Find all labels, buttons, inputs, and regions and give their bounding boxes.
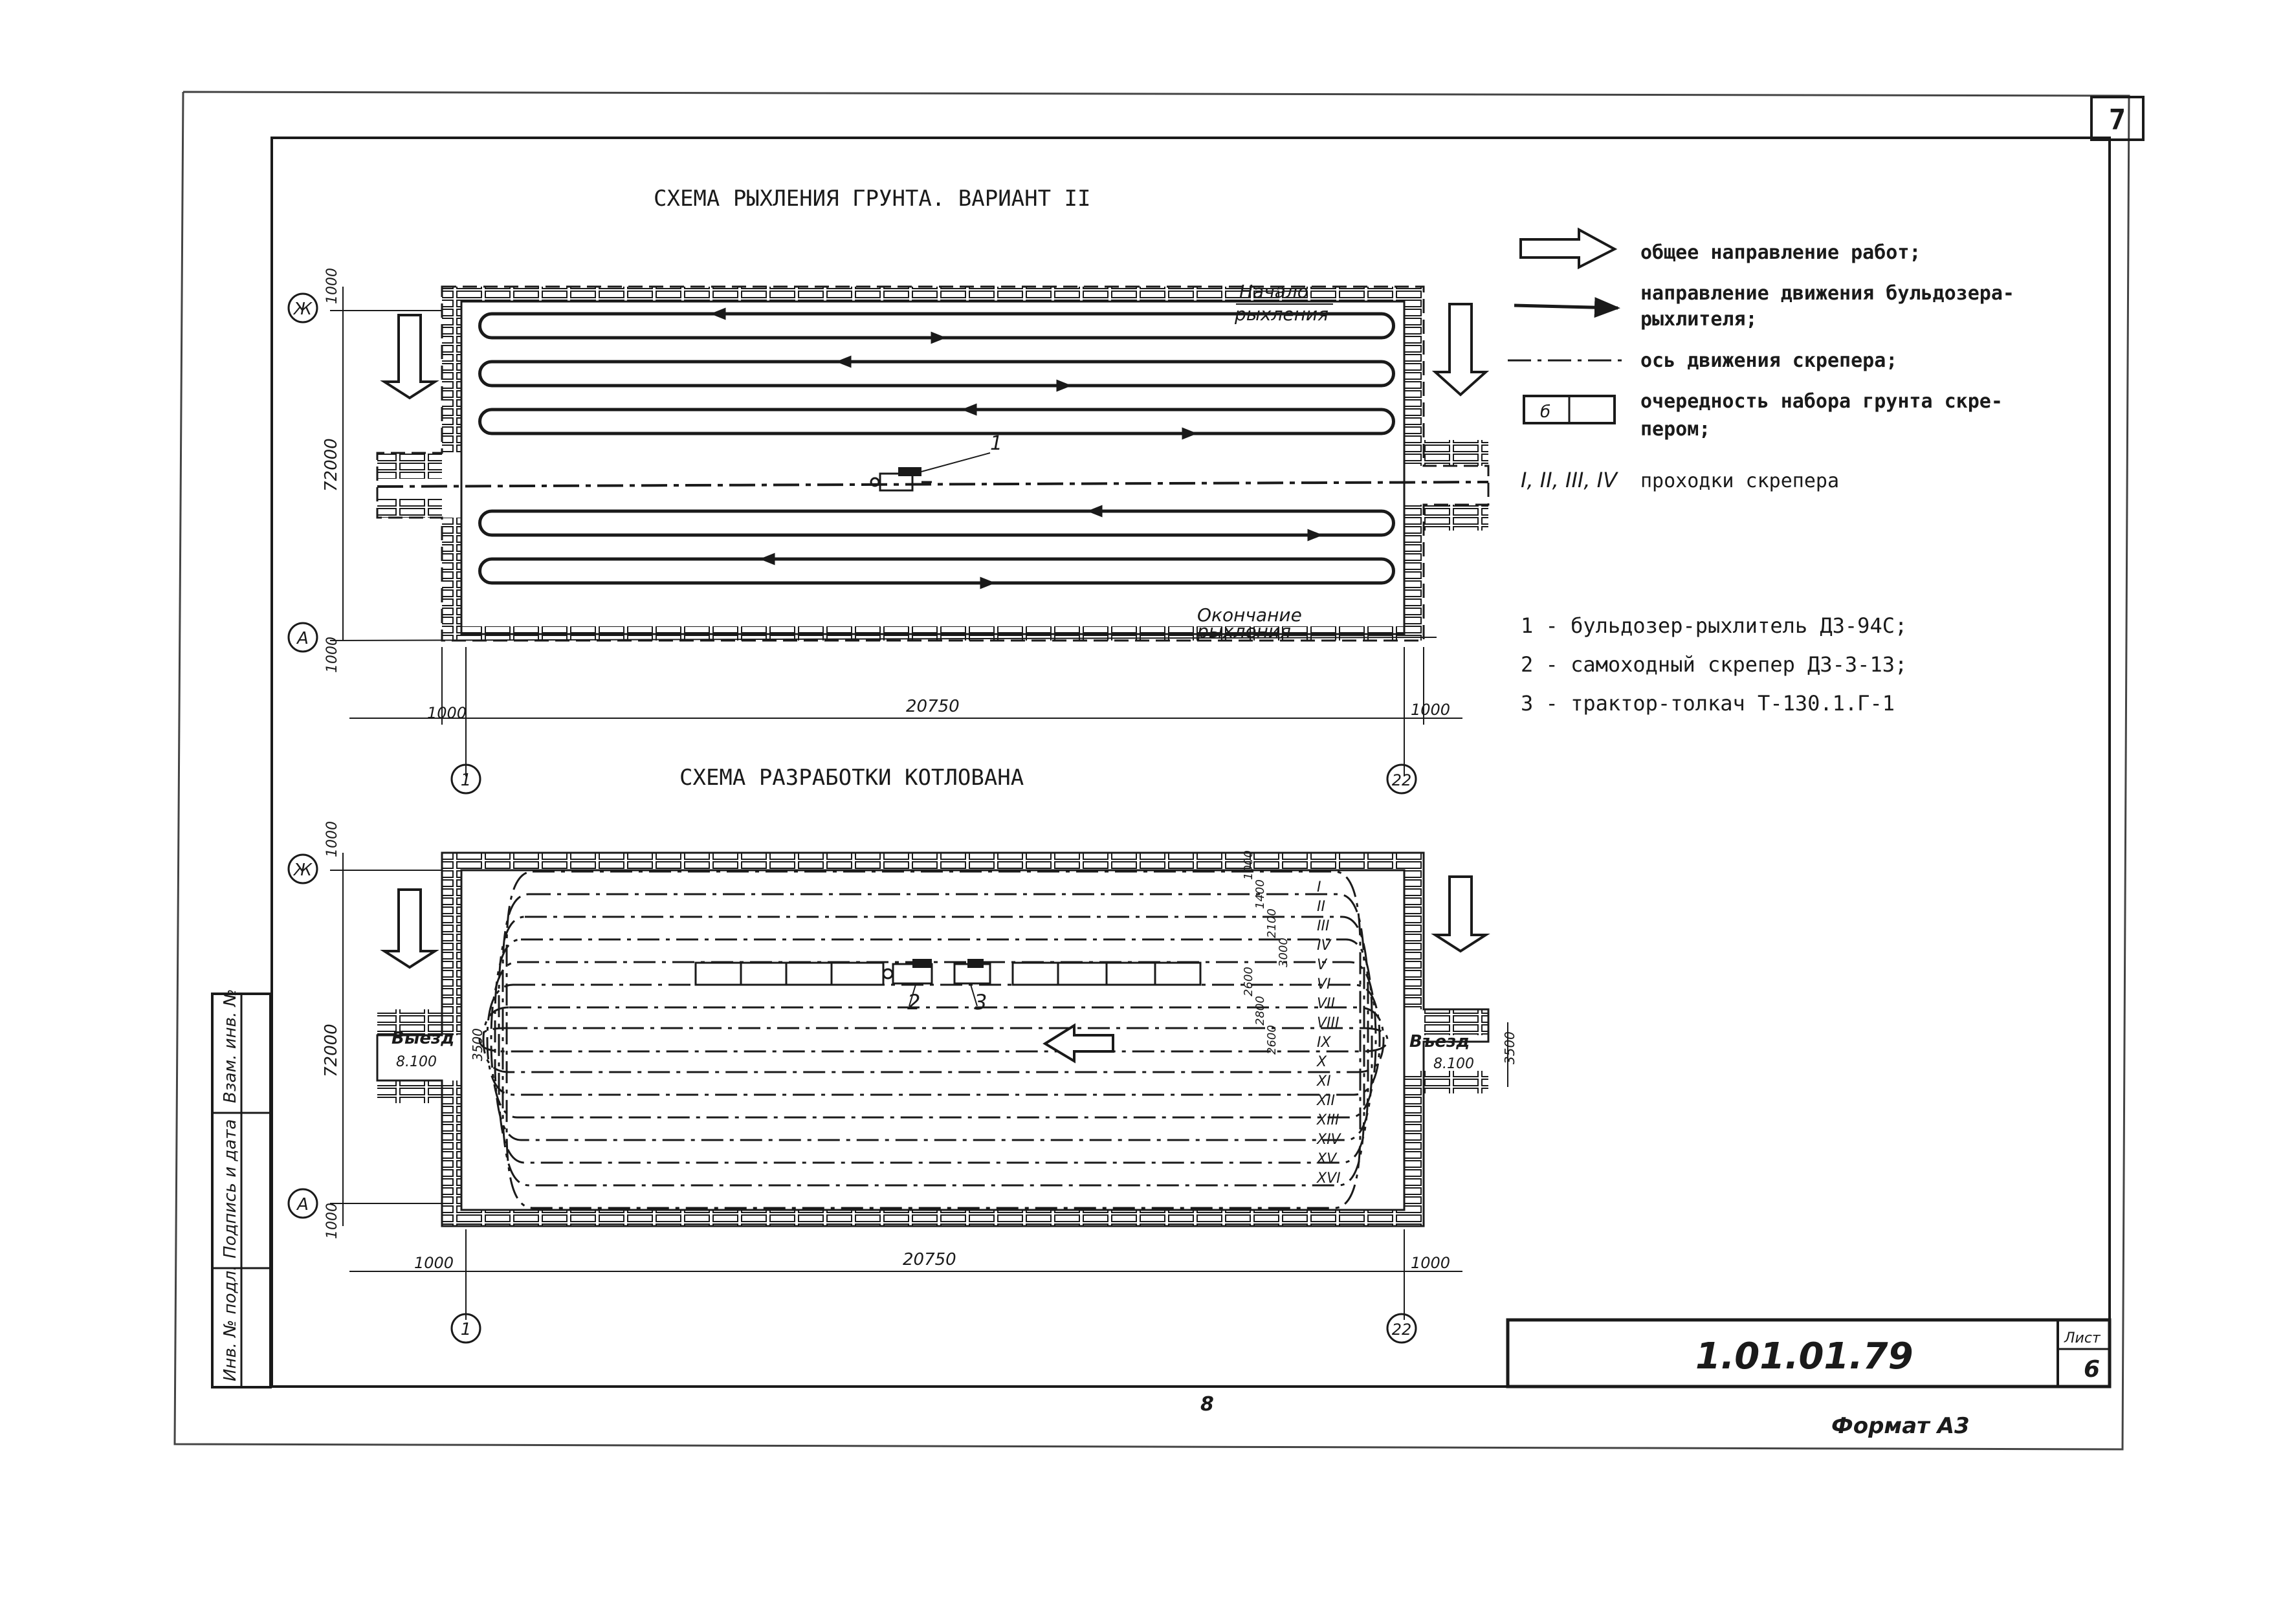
pass-numeral: III xyxy=(1317,918,1330,934)
scheme2-axis-left: 1 xyxy=(460,1320,472,1339)
scraper-path xyxy=(507,872,1360,1208)
scheme1-axis-right: 22 xyxy=(1391,771,1412,789)
row-dim: 2100 xyxy=(1265,908,1279,938)
scraper-path xyxy=(483,1007,1384,1072)
ripping-lane xyxy=(480,410,1394,433)
scheme1-start-label-1: Начало xyxy=(1239,281,1308,302)
ripping-lane xyxy=(480,362,1394,386)
legend-item-2: направление движения бульдозера- xyxy=(1640,282,2014,305)
scheme1-start-label-2: рыхления xyxy=(1235,303,1329,325)
scheme1-end-label-2: рыхления xyxy=(1197,620,1291,642)
pass-numeral: X xyxy=(1317,1054,1327,1070)
scheme1-axis-left: 1 xyxy=(460,771,472,790)
row-dim: 2600 xyxy=(1242,967,1255,996)
scheme2-direction-arrow-right xyxy=(1435,877,1486,951)
scraper-path xyxy=(499,917,1368,1163)
pass-numeral: XVI xyxy=(1317,1170,1341,1187)
scraper-path xyxy=(495,939,1372,1140)
scheme2-dim-left: 1000 xyxy=(414,1254,454,1272)
scheme1-dim-right: 1000 xyxy=(1411,701,1451,719)
side-stamp xyxy=(212,989,270,1387)
legend-item-3: ось движения скрепера; xyxy=(1640,349,1898,372)
scheme1-scraper-axis xyxy=(377,482,1488,487)
ripping-lane xyxy=(480,511,1394,535)
page-number: 8 xyxy=(1200,1393,1214,1416)
scheme2-row-dims xyxy=(1242,850,1290,1055)
pass-numeral: V xyxy=(1317,957,1327,973)
scraper-path xyxy=(503,894,1364,1185)
scheme2-scraper-paths xyxy=(480,872,1387,1208)
side-stamp-sign: Подпись и дата xyxy=(221,1119,240,1258)
pass-numeral: XIV xyxy=(1317,1132,1341,1148)
scheme1-dim-width: 20750 xyxy=(906,697,960,716)
scheme2-exit-label: Выезд xyxy=(392,1029,455,1048)
sheet-label: Лист xyxy=(2064,1330,2101,1346)
row-dim: 2600 xyxy=(1265,1025,1279,1055)
pass-numeral: XIII xyxy=(1317,1112,1340,1128)
legend-item-5: проходки скрепера xyxy=(1640,470,1840,492)
legend-item-4b: пером; xyxy=(1640,418,1711,441)
side-stamp-replace: Взам. инв. № xyxy=(221,989,240,1103)
scheme1-pit xyxy=(377,287,1488,641)
scraper-path xyxy=(487,985,1380,1095)
scheme2-dim-height: 72000 xyxy=(322,1024,341,1077)
scheme1-machine-callout: 1 xyxy=(990,432,1003,455)
pass-numeral: I xyxy=(1317,879,1321,895)
scheme2-dim-width: 20750 xyxy=(903,1250,956,1269)
scheme1-dim-top: 1000 xyxy=(324,268,340,304)
scheme2-callout-2: 2 xyxy=(907,990,921,1015)
scheme2-dim-top: 1000 xyxy=(324,821,340,857)
legend-passes-label: I, II, III, IV xyxy=(1521,468,1617,492)
scheme2-pass-numerals xyxy=(1316,879,1342,1187)
legend-machine-3: 3 - трактор-толкач Т-130.1.Г-1 xyxy=(1521,691,1895,716)
scheme1-dozer-icon xyxy=(871,432,1002,490)
format-label: Формат А3 xyxy=(1831,1413,1970,1439)
scheme2-axis-bottom: А xyxy=(297,1195,309,1214)
row-dim: 1000 xyxy=(1242,850,1255,880)
pass-numeral: XV xyxy=(1317,1151,1337,1167)
legend-machine-1: 1 - бульдозер-рыхлитель ДЗ-94С; xyxy=(1521,613,1908,638)
scheme2-entry-value: 8.100 xyxy=(1433,1056,1474,1072)
legend-dozer-arrow-icon xyxy=(1514,305,1618,308)
legend-item-4: очередность набора грунта скре- xyxy=(1640,390,2003,413)
scheme1-dim-bottom: 1000 xyxy=(324,637,340,673)
sheet-number: 6 xyxy=(2084,1356,2101,1383)
scheme2-callout-3: 3 xyxy=(974,990,987,1015)
scheme2-scraper-queue xyxy=(696,963,1200,985)
side-stamp-inv: Инв. № подл. xyxy=(221,1265,240,1381)
title-block xyxy=(1508,1320,2110,1387)
scheme2-entry-label: Въезд xyxy=(1409,1032,1470,1051)
pass-numeral: VIII xyxy=(1317,1015,1340,1031)
scheme2-dim-bottom: 1000 xyxy=(324,1203,340,1239)
scheme2-dim-ramp-left: 3500 xyxy=(470,1028,485,1061)
scraper-path xyxy=(480,1028,1387,1051)
pass-numeral: VII xyxy=(1317,996,1336,1012)
scheme2-direction-arrow-left xyxy=(384,890,435,967)
pass-numeral: XII xyxy=(1317,1093,1336,1109)
ripping-lane xyxy=(480,559,1394,583)
row-dim: 2800 xyxy=(1253,996,1267,1026)
legend-item-1: общее направление работ; xyxy=(1640,241,1921,264)
scheme1-end-label-1: Окончание xyxy=(1197,604,1302,626)
row-dim: 3000 xyxy=(1277,938,1290,967)
legend-order-box-label: б xyxy=(1540,402,1551,422)
legend-general-direction-icon xyxy=(1521,230,1615,267)
scheme1-direction-arrow-left xyxy=(384,315,435,398)
scheme1-dim-left: 1000 xyxy=(427,704,467,722)
scheme1-axis-bottom: А xyxy=(297,629,309,648)
row-dim: 1400 xyxy=(1253,879,1267,909)
legend-item-2b: рыхлителя; xyxy=(1640,308,1758,331)
scheme1-lanes xyxy=(480,314,1394,583)
scheme2-title: СХЕМА РАЗРАБОТКИ КОТЛОВАНА xyxy=(679,765,1024,791)
corner-number: 7 xyxy=(2108,104,2126,137)
scheme2-exit-value: 8.100 xyxy=(396,1054,437,1070)
legend xyxy=(1508,230,2014,716)
scheme2-axis-right: 22 xyxy=(1391,1321,1412,1339)
pass-numeral: IV xyxy=(1317,938,1331,954)
document-code: 1.01.01.79 xyxy=(1695,1335,1914,1377)
scheme1-axis-top: Ж xyxy=(293,300,313,319)
scheme1-title: СХЕМА РЫХЛЕНИЯ ГРУНТА. ВАРИАНТ II xyxy=(654,186,1091,212)
scheme2-axis-top: Ж xyxy=(293,861,313,880)
pass-numeral: VI xyxy=(1317,976,1331,993)
pass-numeral: IX xyxy=(1317,1035,1331,1051)
legend-machine-2: 2 - самоходный скрепер ДЗ-3-13; xyxy=(1521,652,1908,677)
scheme2-dim-right: 1000 xyxy=(1411,1254,1451,1272)
pass-numeral: II xyxy=(1317,899,1325,915)
scheme2-dim-ramp-right: 3500 xyxy=(1502,1031,1517,1064)
scheme2-work-direction-arrow xyxy=(1045,1026,1113,1061)
scheme1-dim-height: 72000 xyxy=(322,438,341,492)
pass-numeral: XI xyxy=(1317,1073,1331,1090)
inner-frame xyxy=(272,138,2110,1387)
scheme1-direction-arrow-right xyxy=(1435,304,1486,395)
